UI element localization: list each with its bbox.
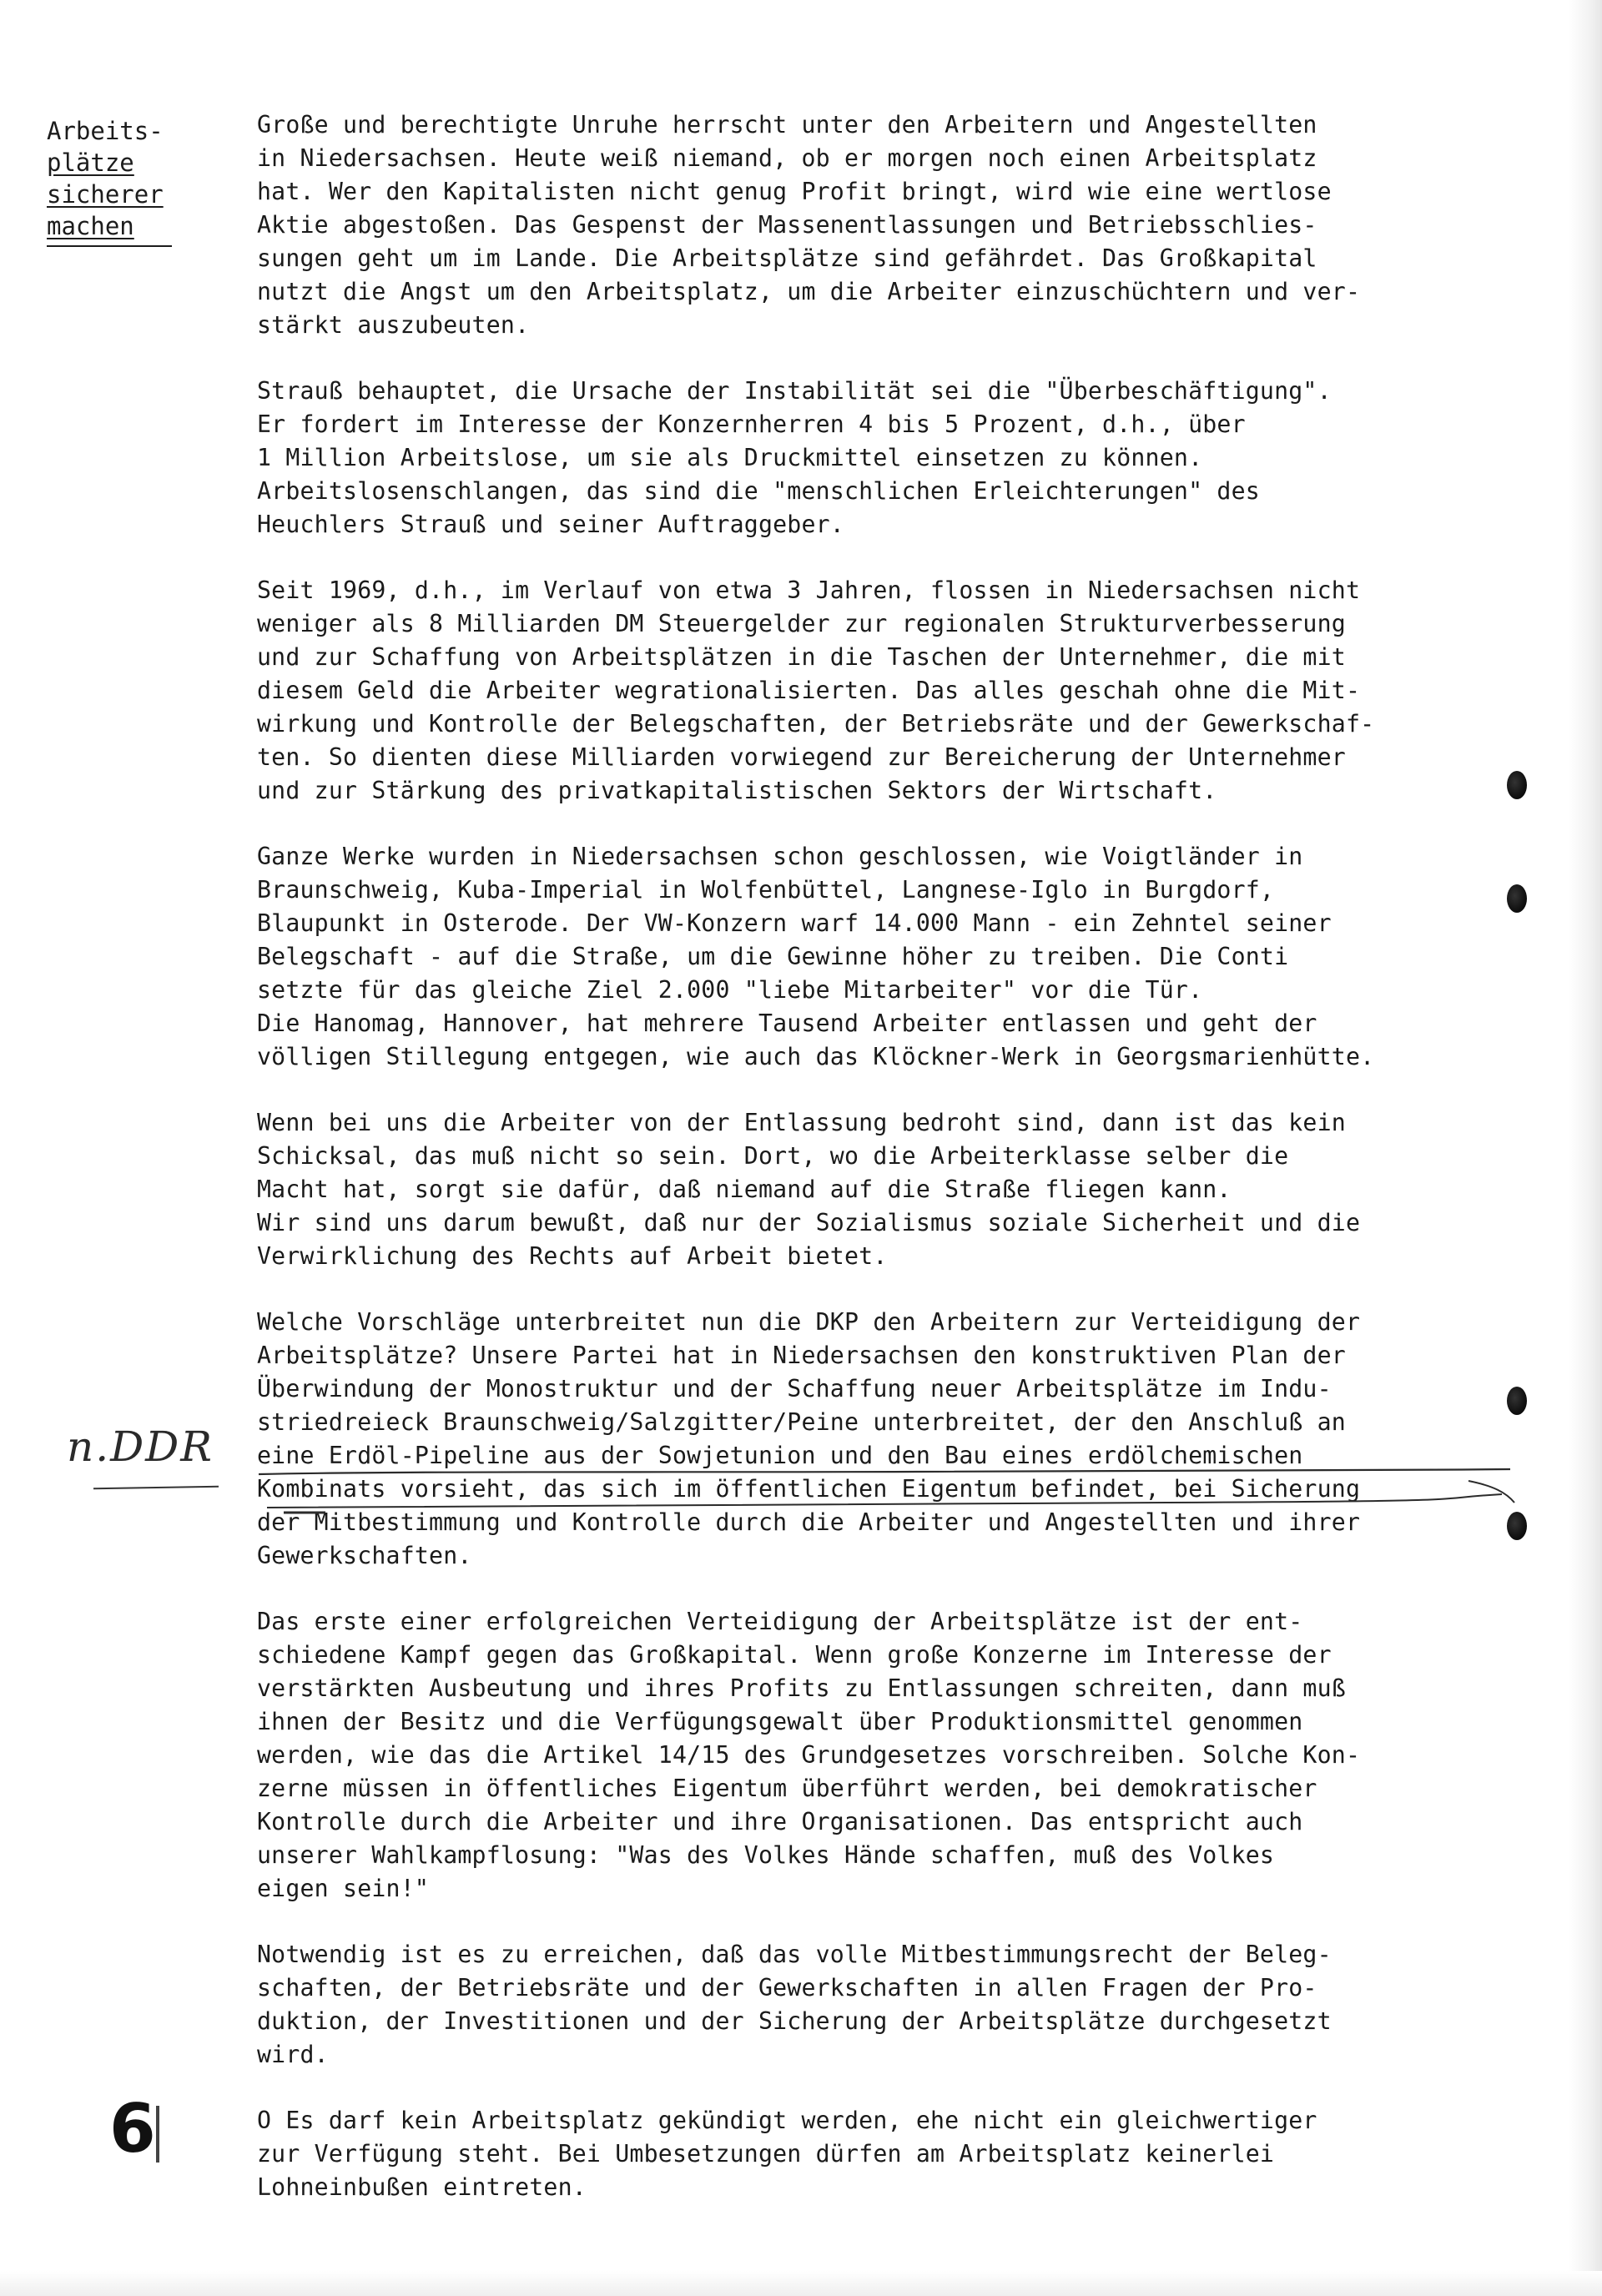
margin-heading-rule: [47, 245, 172, 247]
paragraph-unruhe: Große und berechtigte Unruhe herrscht unter den Arbeitern und Angestellten in Niedersachsen. Heute weiß niemand, ob er morgen noch einen Arbeitsplatz hat. Wer den Kapitalisten nicht genug Profit bringt, wird wie eine wertlose Aktie abgestoßen. Das Gespenst der Massenentlassungen und Betriebsschlies- sungen geht um im Lande. Die Arbeitsplätze sind gefährdet. Das Großkapital nutzt die Angst um den Arbeitsplatz, um die Arbeiter einzuschüchtern und ver- stärkt auszubeuten.: [257, 111, 1361, 339]
paragraph-werke: Ganze Werke wurden in Niedersachsen schon geschlossen, wie Voigtländer in Braunschweig, Kuba-Imperial in Wolfenbüttel, Langnese-Iglo in Burgdorf, Blaupunkt in Osterode. Der VW-Konzern warf 14.000 Mann - ein Zehntel seiner Belegschaft - auf die Straße, um die Gewinne höher zu treiben. Die Conti setzte für das gleiche Ziel 2.000 "liebe Mitarbeiter" vor die Tür. Die Hanomag, Hannover, hat mehrere Tausend Arbeiter entlassen und geht der völligen Stillegung entgegen, wie auch das Klöckner-Werk in Georgsmarienhütte.: [257, 843, 1375, 1070]
paragraph-mitbestimmung: Notwendig ist es zu erreichen, daß das volle Mitbestimmungsrecht der Beleg- schaften, der Betriebsräte und der Gewerkschaften in allen Fragen der Pro- duktion, der Investitionen und der Sicherung der Arbeitsplätze durchgesetzt wird.: [257, 1941, 1332, 2068]
page-edge-shadow: [1569, 0, 1602, 2296]
punch-hole: [1507, 1387, 1527, 1415]
margin-heading-line-3: sicherer: [47, 180, 164, 209]
punch-hole: [1507, 771, 1527, 799]
margin-heading-line-2: plätze: [47, 149, 134, 177]
paragraph-vorschlaege: Welche Vorschläge unterbreitet nun die DKP den Arbeitern zur Verteidigung der Arbeitsplätze? Unsere Partei hat in Niedersachsen den konstruktiven Plan der Überwindung der Monostruktur und der Schaffung neuer Arbeitsplätze im Indu- striedreieck Braunschweig/Salzgitter/Peine unterbreitet, der den Anschluß an eine Erdöl-Pipeline aus der Sowjetunion und den Bau eines erdölchemischen Kombinats vorsieht, das sich im öffentlichen Eigentum befindet, bei Sicherung der Mitbestimmung und Kontrolle durch die Arbeiter und Angestellten und ihrer Gewerkschaften.: [257, 1308, 1361, 1569]
punch-hole: [1507, 1512, 1527, 1540]
paragraph-strauss: Strauß behauptet, die Ursache der Instabilität sei die "Überbeschäftigung". Er fordert im Interesse der Konzernherren 4 bis 5 Prozent, d.h., über 1 Million Arbeitslose, um sie als Druckmittel einsetzen zu können. Arbeitslosenschlangen, das sind die "menschlichen Erleichterungen" des Heuchlers Strauß und seiner Auftraggeber.: [257, 377, 1332, 538]
margin-heading-line-4: machen: [47, 212, 134, 240]
paragraph-sozialismus: Wenn bei uns die Arbeiter von der Entlassung bedroht sind, dann ist das kein Schicksal, das muß nicht so sein. Dort, wo die Arbeiterklasse selber die Macht hat, sorgt sie dafür, daß niemand auf die Straße fliegen kann. Wir sind uns darum bewußt, daß nur der Sozialismus soziale Sicherheit und die Verwirklichung des Rechts auf Arbeit bietet.: [257, 1109, 1361, 1270]
page-bottom-shadow: [0, 2271, 1602, 2296]
article-body: [257, 108, 1484, 2237]
margin-heading: [47, 115, 189, 247]
paragraph-grosskapital: Das erste einer erfolgreichen Verteidigung der Arbeitsplätze ist der ent- schiedene Kampf gegen das Großkapital. Wenn große Konzerne im Interesse der verstärkten Ausbeutung und ihres Profits zu Entlassungen schreiten, dann muß ihnen der Besitz und die Verfügungsgewalt über Produktionsmittel genommen werden, wie das die Artikel 14/15 des Grundgesetzes vorschreiben. Solche Kon- zerne müssen in öffentliches Eigentum überführt werden, bei demokratischer Kontrolle durch die Arbeiter und ihre Organisationen. Das entspricht auch unserer Wahlkampflosung: "Was des Volkes Hände schaffen, muß des Volkes eigen sein!": [257, 1608, 1361, 1902]
punch-hole: [1507, 884, 1527, 913]
bullet-arbeitsplatz: O Es darf kein Arbeitsplatz gekündigt werden, ehe nicht ein gleichwertiger zur Verfügung steht. Bei Umbesetzungen dürfen am Arbeitsplatz keinerlei Lohneinbußen eintreten.: [257, 2107, 1317, 2201]
page-number: 6: [109, 2090, 156, 2168]
handwritten-annotation: n.DDR: [67, 1422, 214, 1471]
margin-heading-line-1: Arbeits-: [47, 117, 164, 145]
page-number-mark: [156, 2106, 159, 2163]
paragraph-steuergelder: Seit 1969, d.h., im Verlauf von etwa 3 Jahren, flossen in Niedersachsen nicht weniger als 8 Milliarden DM Steuergelder zur regionalen Strukturverbesserung und zur Schaffung von Arbeitsplätzen in die Taschen der Unternehmer, die mit diesem Geld die Arbeiter wegrationalisierten. Das alles geschah ohne die Mit- wirkung und Kontrolle der Belegschaften, der Betriebsräte und der Gewerkschaf- ten. So dienten diese Milliarden vorwiegend zur Bereicherung der Unternehmer und zur Stärkung des privatkapitalistischen Sektors der Wirtschaft.: [257, 577, 1375, 804]
handwritten-underline-stroke: [93, 1486, 219, 1490]
